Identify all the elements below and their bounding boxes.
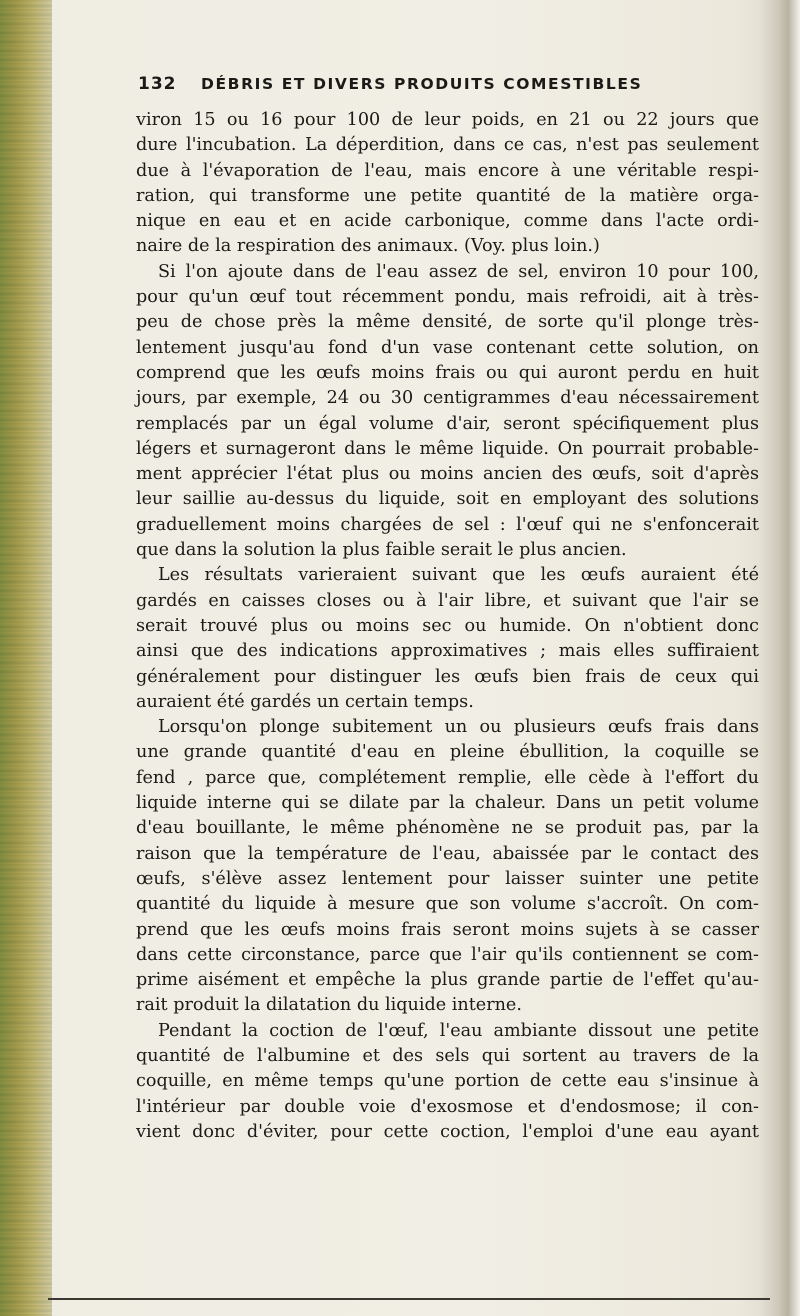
text-line: peu de chose près la même densité, de sorte qu'il plonge très- bbox=[136, 312, 759, 333]
text-line: pour qu'un œuf tout récemment pondu, mais refroidi, ait à très- bbox=[136, 287, 759, 308]
text-line: liquide interne qui se dilate par la chaleur. Dans un petit volume bbox=[136, 793, 759, 814]
text-line: jours, par exemple, 24 ou 30 centigrammes d'eau nécessairement bbox=[136, 388, 759, 409]
text-line: graduellement moins chargées de sel : l'œuf qui ne s'enfoncerait bbox=[136, 514, 759, 535]
text-line: serait trouvé plus ou moins sec ou humide. On n'obtient donc bbox=[136, 615, 759, 636]
text-line: remplacés par un égal volume d'air, seront spécifiquement plus bbox=[136, 413, 759, 434]
text-line: dure l'incubation. La déperdition, dans ce cas, n'est pas seulement bbox=[136, 135, 759, 156]
text-line: coquille, en même temps qu'une portion de cette eau s'insinue à bbox=[136, 1071, 759, 1092]
text-line: légers et surnageront dans le même liquide. On pourrait probable- bbox=[136, 438, 759, 459]
text-line: raison que la température de l'eau, abaissée par le contact des bbox=[136, 843, 759, 864]
text-line: fend , parce que, complétement remplie, elle cède à l'effort du bbox=[136, 767, 759, 788]
text-line: Lorsqu'on plonge subitement un ou plusieurs œufs frais dans bbox=[158, 717, 759, 738]
page-fore-edge bbox=[760, 0, 800, 1316]
body-text bbox=[136, 108, 759, 1145]
text-line: due à l'évaporation de l'eau, mais encore à une véritable respi- bbox=[136, 160, 759, 181]
running-header bbox=[138, 74, 768, 98]
text-line: d'eau bouillante, le même phénomène ne se produit pas, par la bbox=[136, 818, 759, 839]
text-line: quantité du liquide à mesure que son volume s'accroît. On com- bbox=[136, 894, 759, 915]
text-line: ration, qui transforme une petite quantité de la matière orga- bbox=[136, 185, 759, 206]
text-line: une grande quantité d'eau en pleine ébullition, la coquille se bbox=[136, 742, 759, 763]
text-line: Si l'on ajoute dans de l'eau assez de sel, environ 10 pour 100, bbox=[158, 261, 759, 282]
text-line: ment apprécier l'état plus ou moins ancien des œufs, soit d'après bbox=[136, 464, 759, 485]
text-line: quantité de l'albumine et des sels qui sortent au travers de la bbox=[136, 1045, 759, 1066]
page-binding-edge bbox=[0, 0, 52, 1316]
text-line: lentement jusqu'au fond d'un vase contenant cette solution, on bbox=[136, 337, 759, 358]
text-line: ainsi que des indications approximatives ; mais elles suffiraient bbox=[136, 641, 759, 662]
text-line: gardés en caisses closes ou à l'air libre, et suivant que l'air se bbox=[136, 590, 759, 611]
text-line: prend que les œufs moins frais seront moins sujets à se casser bbox=[136, 919, 759, 940]
page-number: 132 bbox=[138, 74, 177, 94]
text-line: vient donc d'éviter, pour cette coction, l'emploi d'une eau ayant bbox=[136, 1121, 759, 1142]
text-line: généralement pour distinguer les œufs bien frais de ceux qui bbox=[136, 666, 759, 687]
text-line: l'intérieur par double voie d'exosmose et d'endosmose; il con- bbox=[136, 1096, 759, 1117]
bottom-rule bbox=[48, 1298, 770, 1300]
text-line: nique en eau et en acide carbonique, comme dans l'acte ordi- bbox=[136, 211, 759, 232]
text-line: rait produit la dilatation du liquide interne. bbox=[136, 995, 522, 1016]
text-line: naire de la respiration des animaux. (Voy. plus loin.) bbox=[136, 236, 600, 257]
text-line: viron 15 ou 16 pour 100 de leur poids, en 21 ou 22 jours que bbox=[136, 110, 759, 130]
text-line: œufs, s'élève assez lentement pour laisser suinter une petite bbox=[136, 868, 759, 889]
text-line: leur saillie au-dessus du liquide, soit en employant des solutions bbox=[136, 489, 759, 510]
text-line: comprend que les œufs moins frais ou qui auront perdu en huit bbox=[136, 362, 759, 383]
text-line: dans cette circonstance, parce que l'air qu'ils contiennent se com- bbox=[136, 944, 759, 965]
text-line: Pendant la coction de l'œuf, l'eau ambiante dissout une petite bbox=[158, 1020, 759, 1041]
text-line: que dans la solution la plus faible serait le plus ancien. bbox=[136, 540, 627, 561]
text-line: prime aisément et empêche la plus grande partie de l'effet qu'au- bbox=[136, 970, 759, 991]
running-title: DÉBRIS ET DIVERS PRODUITS COMESTIBLES bbox=[201, 75, 643, 93]
text-line: Les résultats varieraient suivant que les œufs auraient été bbox=[158, 565, 759, 586]
text-line: auraient été gardés un certain temps. bbox=[136, 691, 474, 712]
